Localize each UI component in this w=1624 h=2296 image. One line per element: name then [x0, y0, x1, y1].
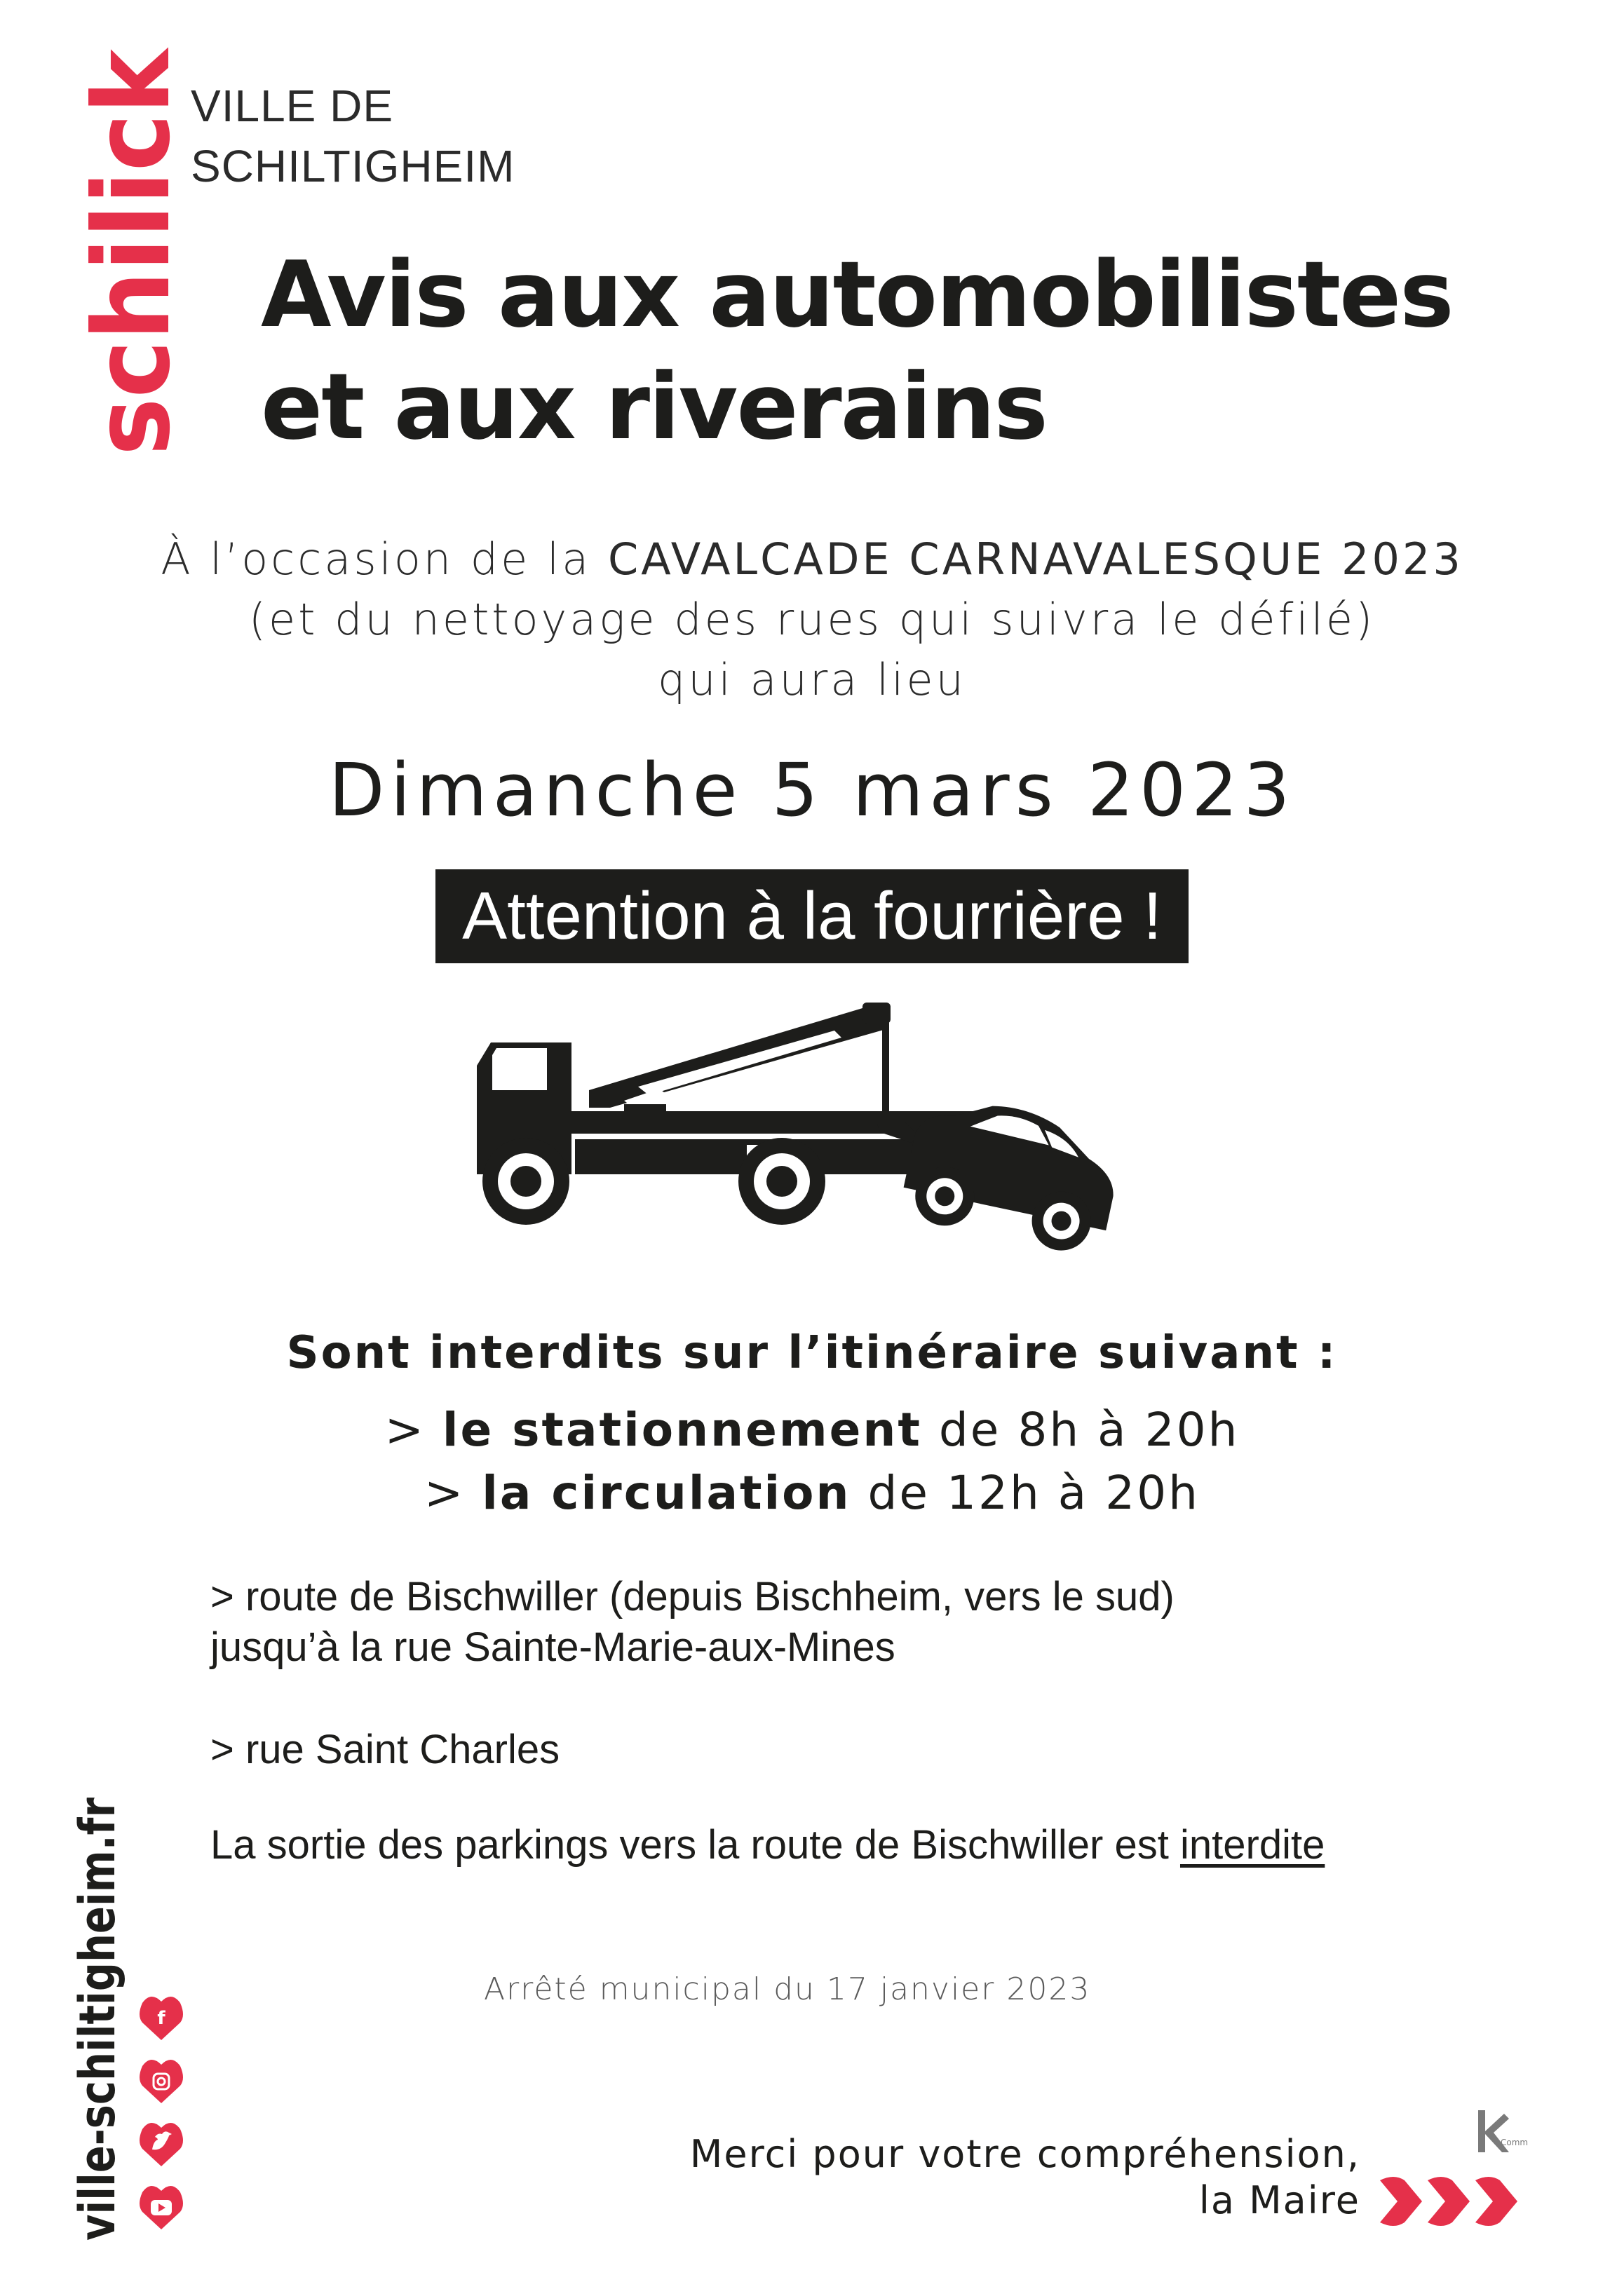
intro-line3: qui aura lieu: [658, 654, 966, 705]
logo-text: schilick: [72, 15, 194, 456]
hearts-decoration-icon: [1380, 2173, 1520, 2229]
intro-prefix: À l’occasion de la: [161, 534, 592, 585]
exit-notice: [210, 1820, 1325, 1870]
decree-reference: Arrêté municipal du 17 janvier 2023: [484, 1971, 1091, 2007]
partner-logo: [1473, 2103, 1529, 2159]
city-name-line2: SCHILTIGHEIM: [191, 141, 515, 191]
youtube-icon[interactable]: [140, 2186, 183, 2229]
event-date: Dimanche 5 mars 2023: [328, 747, 1296, 833]
partner-logo-text: Comm: [1501, 2138, 1529, 2147]
route-line1: > rue Saint Charles: [210, 1727, 560, 1772]
ban-item-parking: [0, 1399, 1624, 1462]
route-item: [210, 1572, 1175, 1673]
intro-line1: [0, 529, 1624, 590]
event-name: CAVALCADE CARNAVALESQUE 2023: [607, 534, 1463, 585]
route-line1: > route de Bischwiller (depuis Bischheim, vers le sud): [210, 1574, 1175, 1619]
route-item: [210, 1725, 560, 1775]
ban-rest: de 8h à 20h: [938, 1403, 1240, 1457]
schilick-logo: [70, 15, 210, 463]
ban-prefix: >: [384, 1403, 426, 1457]
bans-title: Sont interdits sur l’itinéraire suivant :: [286, 1327, 1338, 1379]
exit-notice-text: La sortie des parkings vers la route de Bischwiller est: [210, 1822, 1169, 1868]
ban-bold: la circulation: [482, 1466, 851, 1520]
intro-line2: (et du nettoyage des rues qui suivra le défilé): [248, 594, 1376, 645]
svg-text:f: f: [157, 2008, 165, 2029]
city-name: [191, 76, 515, 196]
alert-banner-wrap: [0, 869, 1624, 963]
social-icons: [137, 1991, 186, 2243]
website-url: [53, 1701, 137, 2243]
alert-banner: Attention à la fourrière !: [435, 869, 1189, 963]
city-name-line1: VILLE DE: [191, 81, 394, 131]
ban-prefix: >: [424, 1466, 466, 1520]
ban-rest: de 12h à 20h: [867, 1466, 1200, 1520]
instagram-icon[interactable]: [140, 2060, 183, 2103]
title-line2: et aux riverains: [261, 353, 1047, 460]
closing-message: [631, 2131, 1360, 2224]
closing-line1: Merci pour votre compréhension,: [689, 2132, 1360, 2176]
twitter-icon[interactable]: [140, 2123, 183, 2166]
route-line2: jusqu’à la rue Sainte-Marie-aux-Mines: [210, 1624, 895, 1670]
page-title: [261, 238, 1523, 463]
website-text: ville-schiltigheim.fr: [69, 1701, 126, 2241]
ban-bold: le stationnement: [442, 1403, 922, 1457]
ban-item-traffic: [0, 1462, 1624, 1525]
tow-truck-icon: [470, 999, 1164, 1230]
facebook-icon[interactable]: [140, 1997, 183, 2040]
exit-notice-emphasis: interdite: [1179, 1822, 1325, 1868]
event-intro: [0, 529, 1624, 710]
title-line1: Avis aux automobilistes: [261, 241, 1453, 348]
closing-signature: la Maire: [1198, 2178, 1360, 2222]
